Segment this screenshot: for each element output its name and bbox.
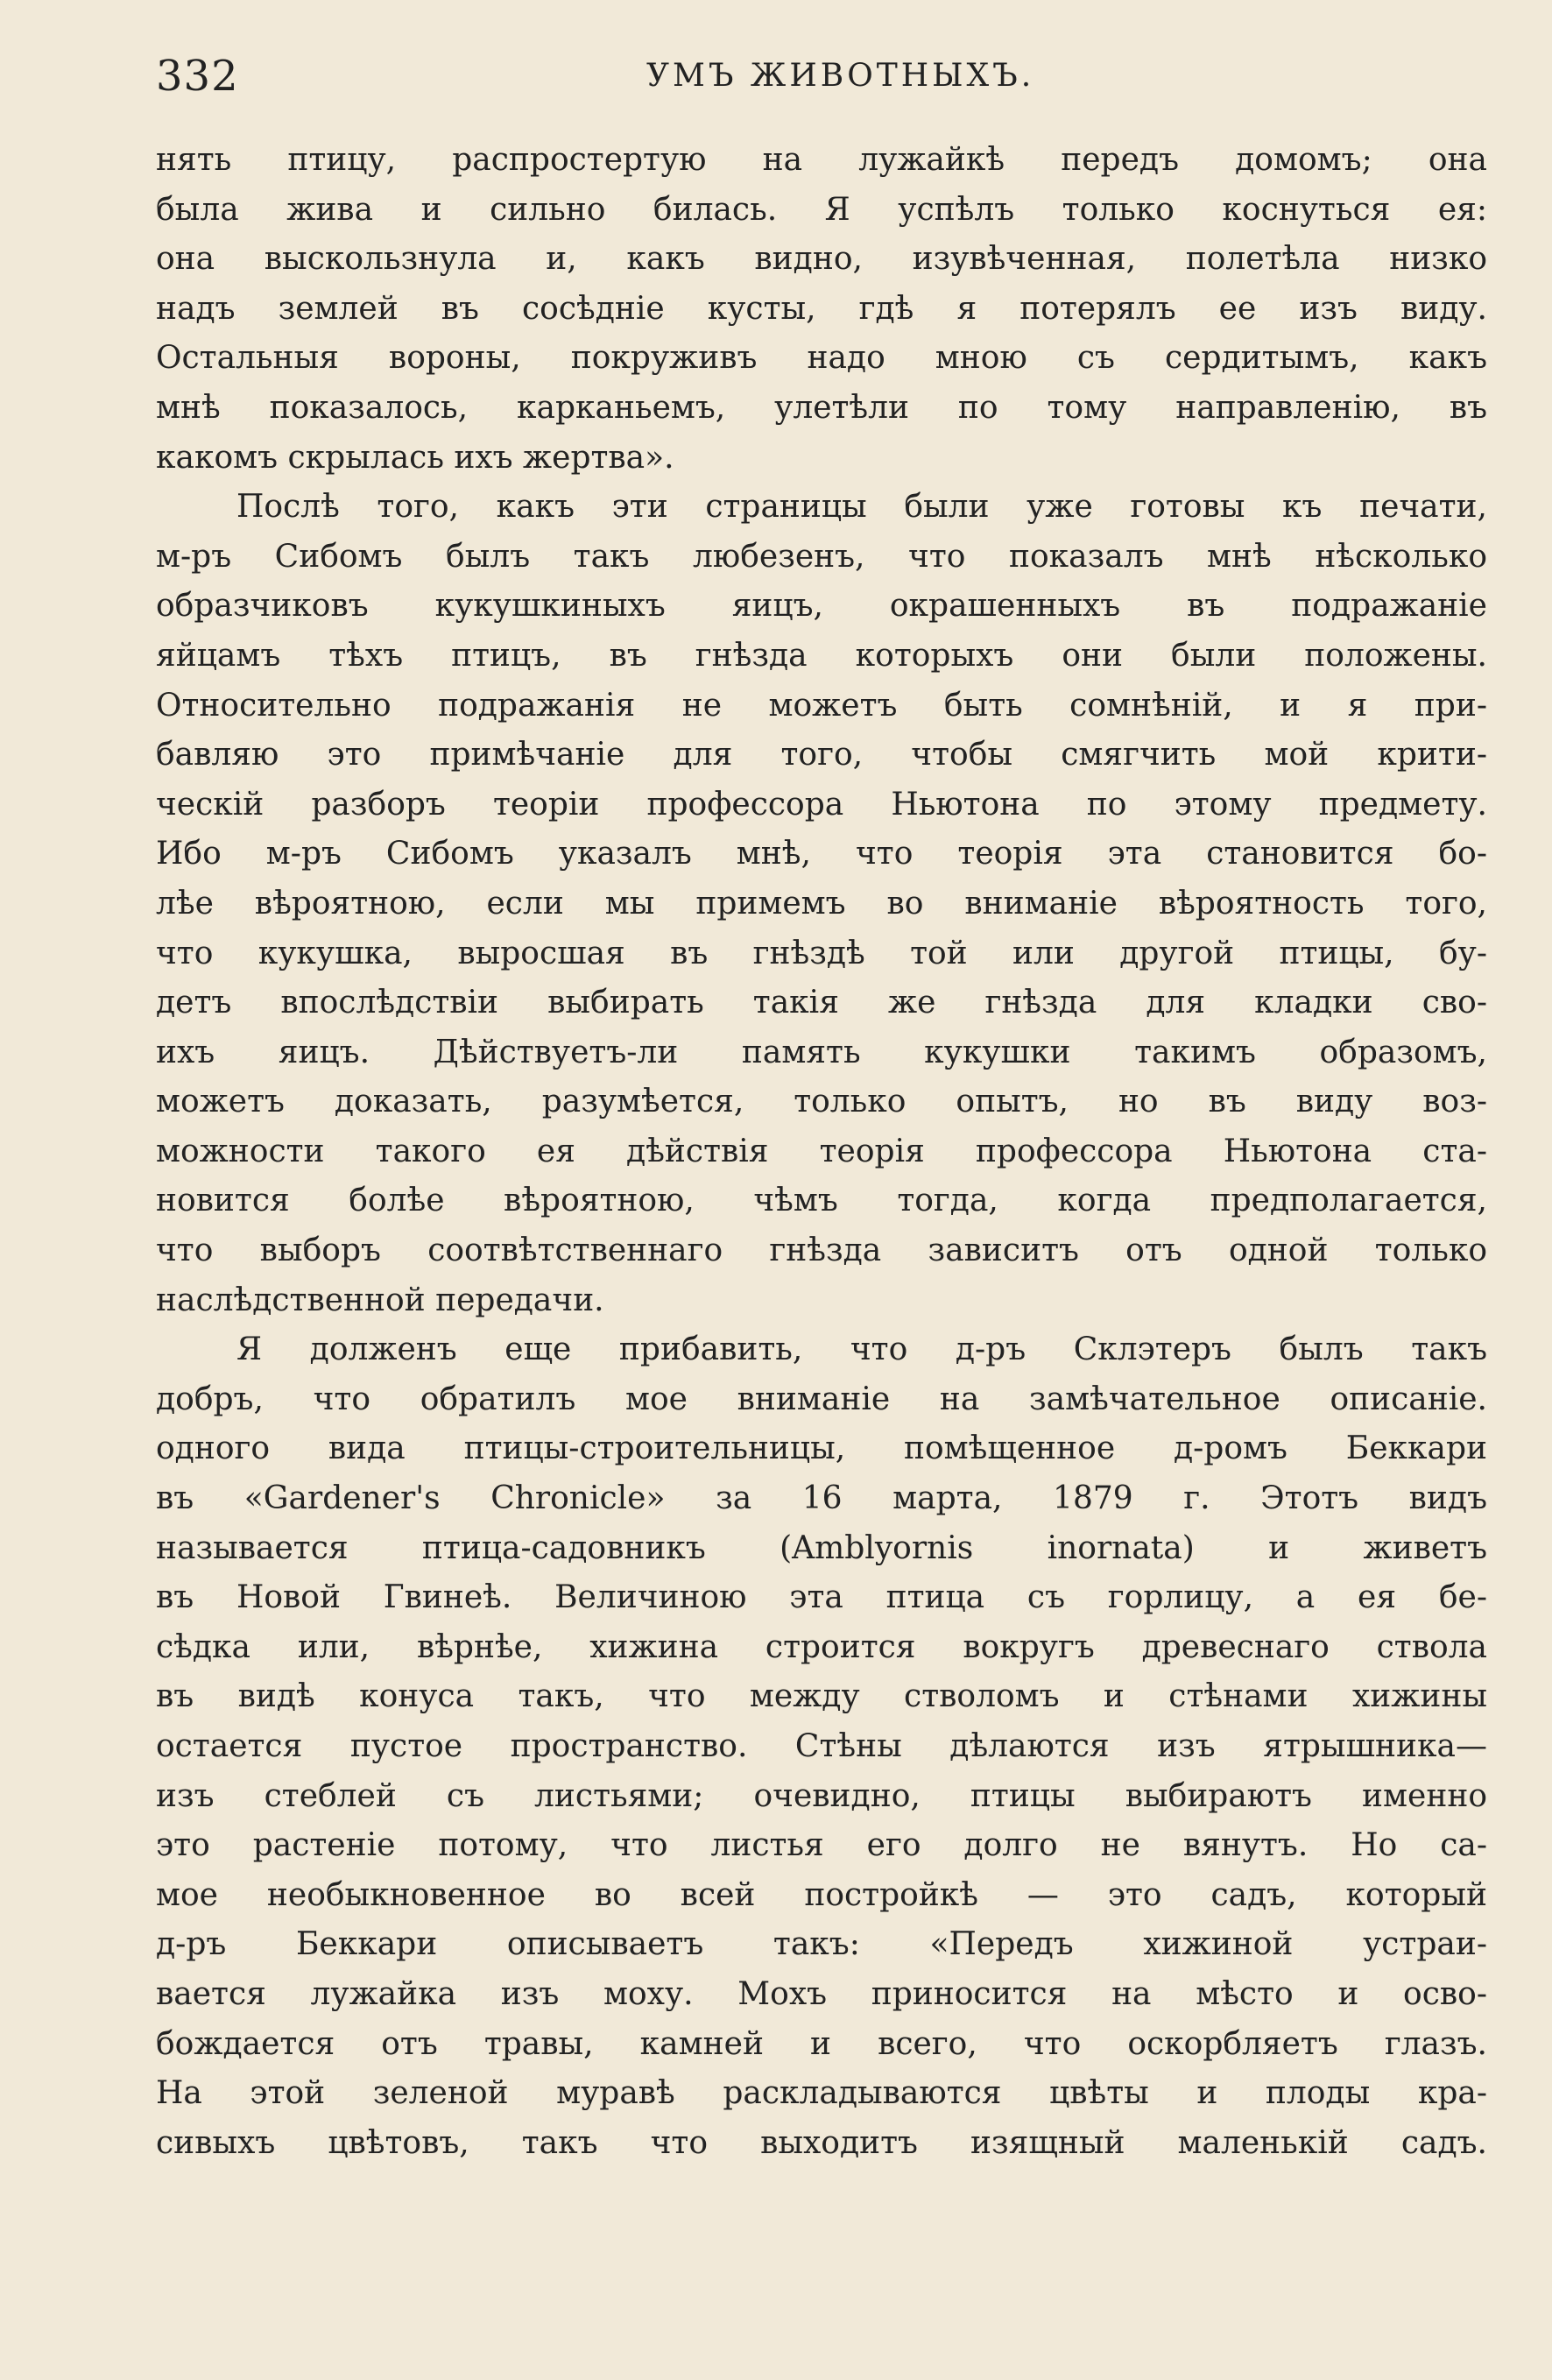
running-title: УМЪ ЖИВОТНЫХЪ. [646,58,1035,94]
text-line: называется птица-садовникъ (Amblyornis inornata) и живетъ [156,1529,1487,1566]
text-line: ихъ яицъ. Дѣйствуетъ-ли память кукушки такимъ образомъ, [156,1034,1487,1070]
text-line: бавляю это примѣчаніе для того, чтобы смягчить мой крити- [156,737,1487,773]
text-line: сѣдка или, вѣрнѣе, хижина строится вокругъ древеснаго ствола [156,1628,1487,1665]
text-line: она выскользнула и, какъ видно, изувѣченная, полетѣла низко [156,241,1487,278]
text-line: изъ стеблей съ листьями; очевидно, птицы выбираютъ именно [156,1777,1487,1814]
text-line: въ видѣ конуса такъ, что между стволомъ и стѣнами хижины [156,1678,1487,1715]
text-line: одного вида птицы-строительницы, помѣщенное д-ромъ Беккари [156,1430,1487,1467]
text-line: образчиковъ кукушкиныхъ яицъ, окрашенныхъ въ подражаніе [156,588,1487,625]
text-line: новится болѣе вѣроятною, чѣмъ тогда, когда предполагается, [156,1183,1487,1219]
text-line: вается лужайка изъ моху. Мохъ приносится на мѣсто и осво- [156,1975,1487,2012]
paragraph [156,136,1487,483]
text-line: Остальныя вороны, покруживъ надо мною съ сердитымъ, какъ [156,340,1487,377]
text-line: надъ землей въ сосѣдніе кусты, гдѣ я потерялъ ее изъ виду. [156,290,1487,327]
body-text [156,136,1487,2168]
text-line: Я долженъ еще прибавить, что д-ръ Склэтеръ былъ такъ [236,1331,1487,1368]
text-line: Послѣ того, какъ эти страницы были уже готовы къ печати, [236,489,1487,526]
paragraph [156,483,1487,1325]
text-line: добръ, что обратилъ мое вниманіе на замѣчательное описаніе. [156,1381,1487,1417]
paragraph [156,1325,1487,2168]
text-line: въ «Gardener's Chronicle» за 16 марта, 1879 г. Этотъ видъ [156,1480,1487,1517]
text-line: д-ръ Беккари описываетъ такъ: «Передъ хижиной устраи- [156,1926,1487,1963]
text-line: нять птицу, распростертую на лужайкѣ передъ домомъ; она [156,142,1487,178]
text-line: яйцамъ тѣхъ птицъ, въ гнѣзда которыхъ они были положены. [156,637,1487,674]
text-line: м-ръ Сибомъ былъ такъ любезенъ, что показалъ мнѣ нѣсколько [156,538,1487,575]
text-line: На этой зеленой муравѣ раскладываются цвѣты и плоды кра- [156,2075,1487,2112]
text-line: детъ впослѣдствіи выбирать такія же гнѣзда для кладки сво- [156,985,1487,1021]
text-line: остается пустое пространство. Стѣны дѣлаются изъ ятрышника— [156,1728,1487,1764]
text-line: Ибо м-ръ Сибомъ указалъ мнѣ, что теорія эта становится бо- [156,836,1487,872]
text-line: мнѣ показалось, карканьемъ, улетѣли по тому направленію, въ [156,389,1487,426]
page-header [156,46,1487,107]
text-line: какомъ скрылась ихъ жертва». [156,439,674,476]
text-line: ческій разборъ теоріи профессора Ньютона по этому предмету. [156,786,1487,823]
text-line: бождается отъ травы, камней и всего, что оскорбляетъ глазъ. [156,2025,1487,2062]
text-line: Относительно подражанія не можетъ быть сомнѣній, и я при- [156,687,1487,724]
text-line: что кукушка, выросшая въ гнѣздѣ той или другой птицы, бу- [156,935,1487,971]
text-line: мое необыкновенное во всей постройкѣ — это садъ, который [156,1876,1487,1913]
text-line: можности такого ея дѣйствія теорія профессора Ньютона ста- [156,1133,1487,1169]
text-line: что выборъ соотвѣтственнаго гнѣзда зависитъ отъ одной только [156,1232,1487,1269]
text-line: лѣе вѣроятною, если мы примемъ во вниманіе вѣроятность того, [156,885,1487,922]
text-line: наслѣдственной передачи. [156,1282,604,1318]
text-line: можетъ доказать, разумѣется, только опытъ, но въ виду воз- [156,1084,1487,1120]
text-line: сивыхъ цвѣтовъ, такъ что выходитъ изящный маленькій садъ. [156,2124,1487,2161]
text-line: это растеніе потому, что листья его долго не вянутъ. Но са- [156,1827,1487,1864]
page-number: 332 [156,52,239,101]
text-line: была жива и сильно билась. Я успѣлъ только коснуться ея: [156,191,1487,228]
text-line: въ Новой Гвинеѣ. Величиною эта птица съ горлицу, а ея бе- [156,1579,1487,1616]
